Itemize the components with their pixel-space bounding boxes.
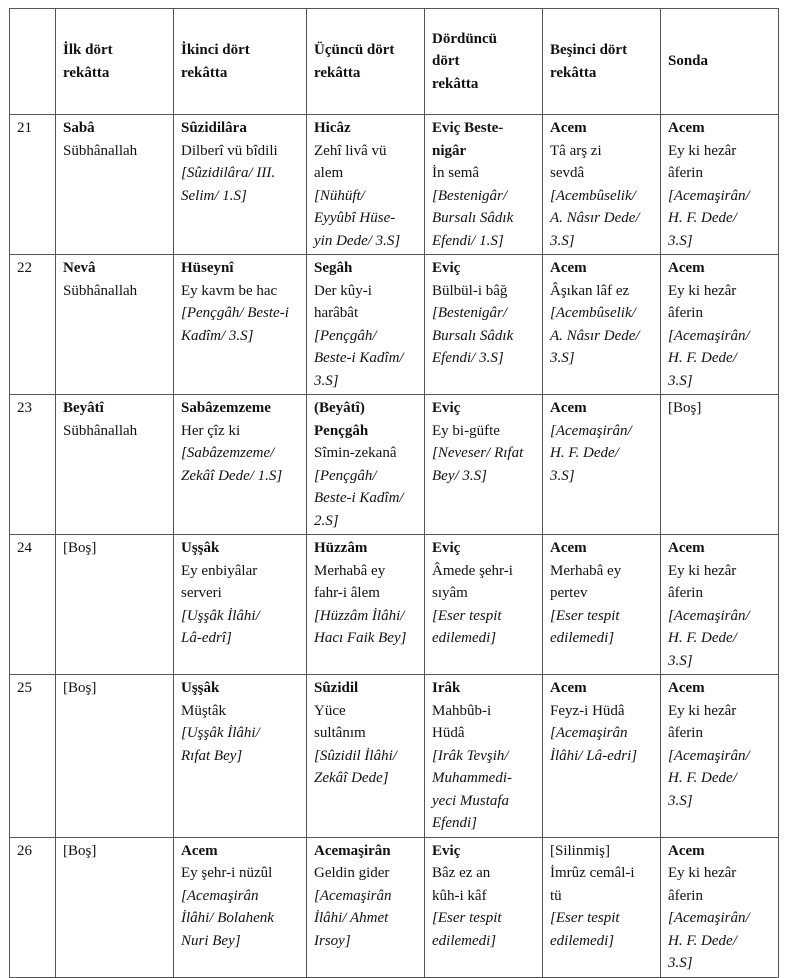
piece-title: Geldin gider xyxy=(314,865,390,881)
piece-title: [Boş] xyxy=(63,680,97,696)
header-label: Sonda xyxy=(668,53,709,70)
table-cell xyxy=(174,255,307,395)
makam-name: Eviç Beste- nigâr xyxy=(432,120,504,159)
table-cell xyxy=(307,255,425,395)
source-note: [Neveser/ Rıfat Bey/ 3.S] xyxy=(432,445,524,484)
row-number: 22 xyxy=(10,255,56,395)
table-cell xyxy=(56,115,174,255)
table-row xyxy=(10,395,779,535)
makam-name: Nevâ xyxy=(63,260,96,276)
piece-title: Dilberî vü bîdili xyxy=(181,142,278,159)
makam-name: Segâh xyxy=(314,260,353,276)
table-cell xyxy=(425,255,543,395)
makam-name: Acem xyxy=(550,400,587,416)
piece-title: Ey kavm be hac xyxy=(181,282,278,299)
table-cell xyxy=(661,255,779,395)
source-note: [Acembûselik/ A. Nâsır Dede/ 3.S] xyxy=(550,187,640,249)
makam-name: Acem xyxy=(668,120,705,136)
table-row xyxy=(10,675,779,838)
row-number: 26 xyxy=(10,837,56,977)
makam-name: Acem xyxy=(550,540,587,556)
table-cell xyxy=(543,837,661,977)
header-label: Üçüncü dört rekâtta xyxy=(314,42,395,81)
piece-title: Sîmin-zekanâ xyxy=(314,445,397,461)
source-note: [Pençgâh/ Beste-i Kadîm/ 3.S] xyxy=(314,327,404,389)
makam-name: Acem xyxy=(668,540,705,556)
source-note: [Uşşâk İlâhi/ Rıfat Bey] xyxy=(181,725,260,764)
source-note: [Nühüft/ Eyyûbî Hüse- yin Dede/ 3.S] xyxy=(314,187,401,249)
header-cell xyxy=(307,9,425,115)
table-row xyxy=(10,115,779,255)
table-cell xyxy=(174,115,307,255)
makam-name: Acemaşirân xyxy=(314,842,391,859)
source-note: [Acemaşirân/ H. F. Dede/ 3.S] xyxy=(668,747,750,809)
table-row xyxy=(10,535,779,675)
table-cell xyxy=(307,675,425,838)
makam-name: Acem xyxy=(668,842,705,859)
makam-name: Hicâz xyxy=(314,120,351,136)
piece-title: Âmede şehr-i sıyâm xyxy=(432,562,513,601)
table-cell xyxy=(425,115,543,255)
table-cell xyxy=(307,115,425,255)
source-note: [Pençgâh/ Beste-i Kadîm/ 3.S] xyxy=(181,305,289,344)
table-cell xyxy=(661,675,779,838)
piece-title: Müştâk xyxy=(181,702,226,719)
table-cell xyxy=(661,115,779,255)
source-note: [Bestenigâr/ Bursalı Sâdık Efendi/ 3.S] xyxy=(432,305,514,366)
piece-title: [Boş] xyxy=(668,400,702,416)
table-cell xyxy=(661,395,779,535)
piece-title: Sübhânallah xyxy=(63,422,138,439)
table-cell xyxy=(56,395,174,535)
makam-name: Sabâ xyxy=(63,120,95,136)
makam-name: Acem xyxy=(550,260,587,276)
table-cell xyxy=(543,535,661,675)
source-note: [Acemaşirân/ H. F. Dede/ 3.S] xyxy=(668,910,750,971)
piece-title: Ey ki hezâr âferin xyxy=(668,702,737,741)
makam-name: Uşşâk xyxy=(181,540,220,556)
source-note: [Acemaşirân/ H. F. Dede/ 3.S] xyxy=(668,607,750,669)
piece-title: Zehî livâ vü alem xyxy=(314,142,387,181)
makam-name: Sûzidil xyxy=(314,680,359,696)
piece-title: Ey ki hezâr âferin xyxy=(668,865,737,904)
piece-title: Ey şehr-i nüzûl xyxy=(181,865,273,881)
piece-title: Tâ arş zi sevdâ xyxy=(550,142,602,181)
piece-title: Sübhânallah xyxy=(63,282,138,299)
source-note: [Bestenigâr/ Bursalı Sâdık Efendi/ 1.S] xyxy=(432,187,514,249)
header-cell xyxy=(661,9,779,115)
header-cell xyxy=(543,9,661,115)
table-cell xyxy=(174,837,307,977)
header-row xyxy=(10,9,779,115)
header-label: Beşinci dört rekâtta xyxy=(550,42,628,81)
makam-name: Acem xyxy=(550,120,587,136)
piece-title: Mahbûb-i Hüdâ xyxy=(432,702,492,741)
table-cell xyxy=(425,395,543,535)
makam-name: Eviç xyxy=(432,842,461,859)
makam-name: Beyâtî xyxy=(63,400,104,416)
row-number: 21 xyxy=(10,115,56,255)
makam-name: Acem xyxy=(550,680,587,696)
table-row xyxy=(10,837,779,977)
table-cell xyxy=(543,115,661,255)
source-note: [Acemaşirân İlâhi/ Lâ-edri] xyxy=(550,725,638,764)
table-cell xyxy=(543,255,661,395)
source-note: [Acembûselik/ A. Nâsır Dede/ 3.S] xyxy=(550,305,640,366)
makam-name: Sabâzemzeme xyxy=(181,400,271,416)
makam-name: Acem xyxy=(181,842,218,859)
makam-name: Eviç xyxy=(432,400,461,416)
table-cell xyxy=(661,535,779,675)
table-cell xyxy=(543,675,661,838)
piece-title: Merhabâ ey pertev xyxy=(550,562,622,601)
header-cell xyxy=(10,9,56,115)
table-cell xyxy=(56,535,174,675)
table-cell xyxy=(56,837,174,977)
piece-title: Ey ki hezâr âferin xyxy=(668,142,737,181)
table-cell xyxy=(307,395,425,535)
table-cell xyxy=(307,837,425,977)
rekat-table xyxy=(9,8,779,978)
makam-name: Eviç xyxy=(432,260,461,276)
table-cell xyxy=(56,675,174,838)
header-label: İkinci dört rekâtta xyxy=(181,42,250,81)
piece-title: Ey bi-güfte xyxy=(432,422,500,439)
table-cell xyxy=(425,837,543,977)
table-cell xyxy=(661,837,779,977)
piece-title: Ey ki hezâr âferin xyxy=(668,282,737,321)
table-cell xyxy=(174,395,307,535)
piece-title: İn semâ xyxy=(432,165,480,181)
piece-title: [Silinmiş] İmrûz cemâl-i tü xyxy=(550,842,635,904)
makam-name: Sûzidilâra xyxy=(181,120,247,136)
piece-title: Âşıkan lâf ez xyxy=(550,282,630,299)
row-number: 24 xyxy=(10,535,56,675)
piece-title: Her çîz ki xyxy=(181,422,241,439)
row-number: 25 xyxy=(10,675,56,838)
table-cell xyxy=(174,675,307,838)
makam-name: Acem xyxy=(668,680,705,696)
source-note: [Eser tespit edilemedi] xyxy=(432,607,502,646)
piece-title: Feyz-i Hüdâ xyxy=(550,702,625,719)
makam-name: Hüseynî xyxy=(181,260,234,276)
piece-title: [Boş] xyxy=(63,540,97,556)
row-number: 23 xyxy=(10,395,56,535)
piece-title: Ey enbiyâlar serveri xyxy=(181,562,258,601)
piece-title: [Boş] xyxy=(63,842,97,859)
source-note: [Acemaşirân/ H. F. Dede/ 3.S] xyxy=(668,187,750,249)
source-note: [Sûzidil İlâhi/ Zekâî Dede] xyxy=(314,747,397,786)
source-note: [Eser tespit edilemedi] xyxy=(550,910,620,949)
source-note: [Acemaşirân İlâhi/ Ahmet Irsoy] xyxy=(314,887,392,949)
piece-title: Sübhânallah xyxy=(63,142,138,159)
table-cell xyxy=(307,535,425,675)
source-note: [Acemaşirân İlâhi/ Bolahenk Nuri Bey] xyxy=(181,887,274,949)
table-cell xyxy=(174,535,307,675)
source-note: [Eser tespit edilemedi] xyxy=(432,910,502,949)
makam-name: Eviç xyxy=(432,540,461,556)
makam-name: Uşşâk xyxy=(181,680,220,696)
makam-name: Hüzzâm xyxy=(314,540,368,556)
header-cell xyxy=(56,9,174,115)
table-cell xyxy=(543,395,661,535)
makam-name: Irâk xyxy=(432,680,461,696)
table-cell xyxy=(425,675,543,838)
piece-title: Bülbül-i bâğ xyxy=(432,282,508,299)
makam-name: Acem xyxy=(668,260,705,276)
source-note: [Sabâzemzeme/ Zekâî Dede/ 1.S] xyxy=(181,445,283,484)
source-note: [Acemaşirân/ H. F. Dede/ 3.S] xyxy=(550,422,632,484)
source-note: [Eser tespit edilemedi] xyxy=(550,607,620,646)
source-note: [Hüzzâm İlâhi/ Hacı Faik Bey] xyxy=(314,607,407,646)
table-cell xyxy=(425,535,543,675)
header-cell xyxy=(425,9,543,115)
table-cell xyxy=(56,255,174,395)
source-note: [Uşşâk İlâhi/ Lâ-edrî] xyxy=(181,607,260,646)
header-cell xyxy=(174,9,307,115)
source-note: [Sûzidilâra/ III. Selim/ 1.S] xyxy=(181,165,276,204)
source-note: [Pençgâh/ Beste-i Kadîm/ 2.S] xyxy=(314,467,404,529)
makam-name: (Beyâtî) Pençgâh xyxy=(314,400,369,439)
piece-title: Merhabâ ey fahr-i âlem xyxy=(314,562,386,601)
piece-title: Der kûy-i harâbât xyxy=(314,282,372,321)
piece-title: Yüce sultânım xyxy=(314,702,366,741)
source-note: [Acemaşirân/ H. F. Dede/ 3.S] xyxy=(668,327,750,389)
piece-title: Ey ki hezâr âferin xyxy=(668,562,737,601)
header-label: İlk dört rekâtta xyxy=(63,42,113,81)
header-label: Dördüncü dört rekâtta xyxy=(432,30,498,92)
table-row xyxy=(10,255,779,395)
piece-title: Bâz ez an kûh-i kâf xyxy=(432,865,491,904)
source-note: [Irâk Tevşih/ Muhammedi- yeci Mustafa Efendi] xyxy=(432,747,512,831)
